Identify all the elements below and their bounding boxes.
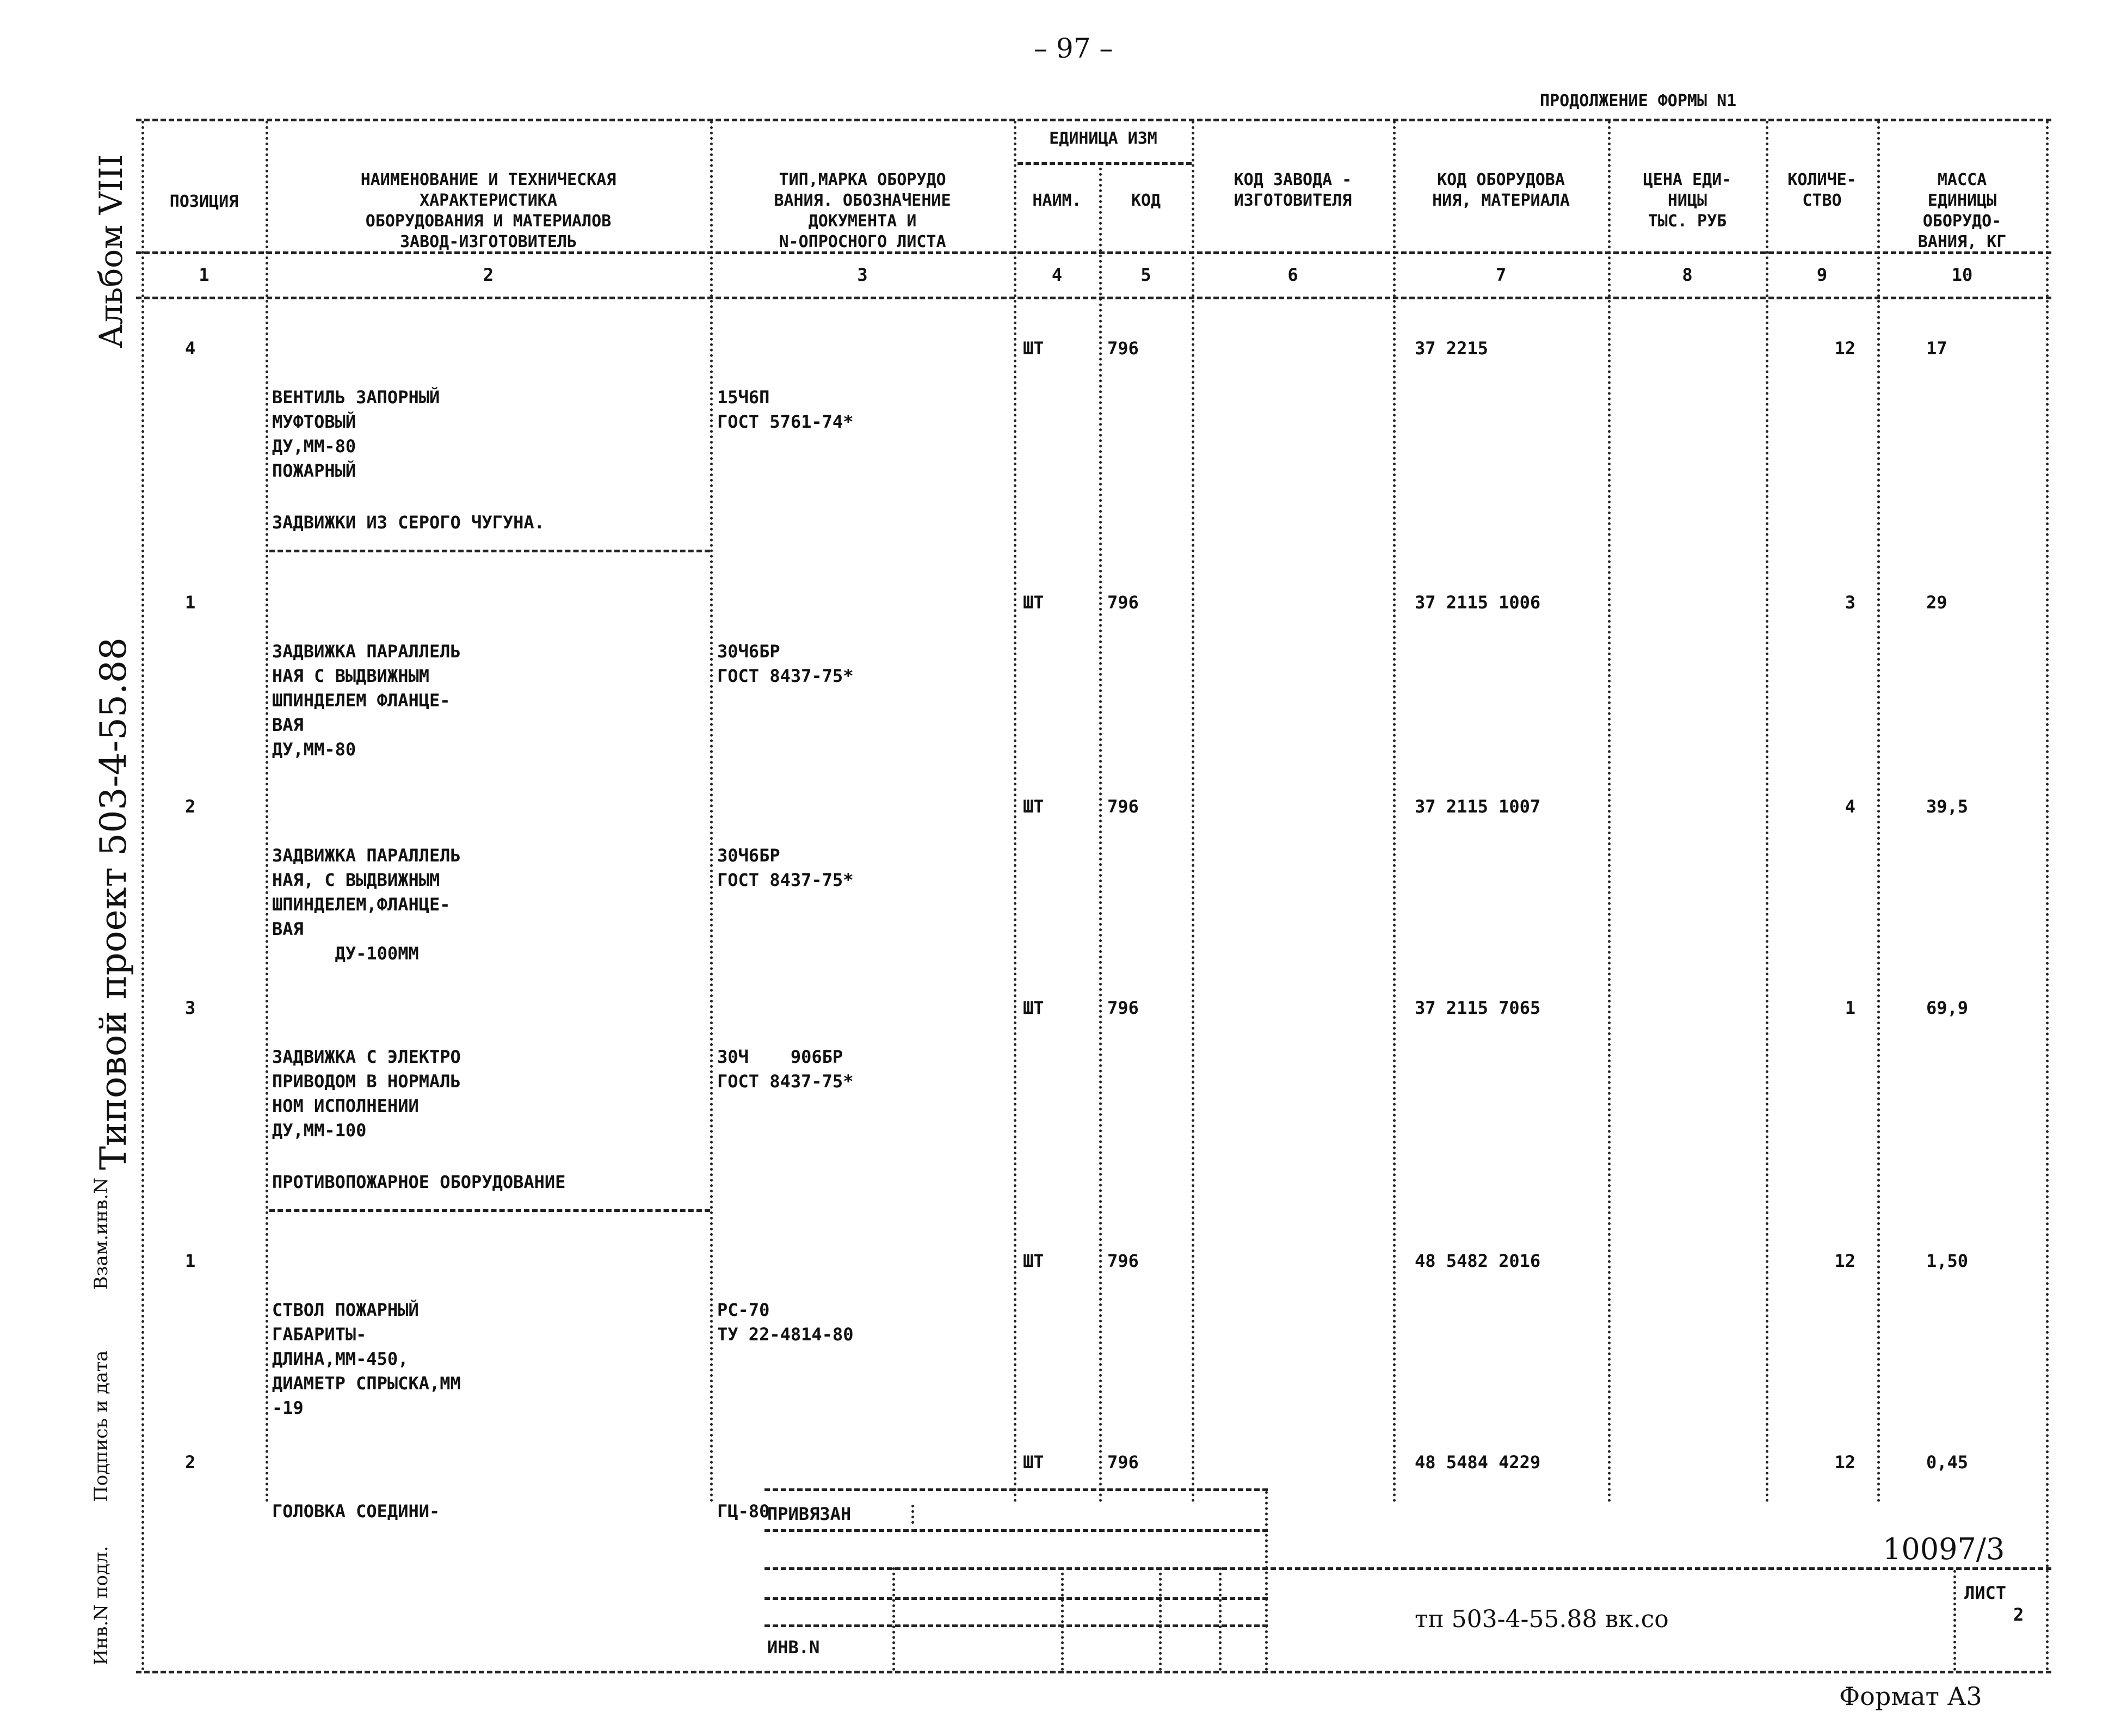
row-quantity: 1: [1845, 998, 1855, 1018]
row-quantity: 12: [1834, 1251, 1855, 1271]
stamp-privyazan: ПРИВЯЗАН: [767, 1504, 852, 1524]
row-position: 2: [185, 1452, 196, 1473]
column-number: 7: [1495, 264, 1507, 285]
col-divider-6: [1393, 121, 1396, 1503]
col-divider-4: [1099, 162, 1102, 1503]
row-type: 30Ч 906БР ГОСТ 8437-75*: [717, 1046, 854, 1092]
row-name: СТВОЛ ПОЖАРНЫЙ ГАБАРИТЫ- ДЛИНА,ММ-450, ДИАМЕТР СПРЫСКА,ММ -19: [272, 1300, 461, 1418]
row-equipment-code: 37 2115 1006: [1415, 592, 1541, 613]
row-unit: ШТ: [1023, 1452, 1044, 1473]
row-quantity: 4: [1845, 796, 1855, 817]
row-equipment-code: 48 5484 4229: [1415, 1452, 1541, 1473]
section-underline: [269, 550, 710, 552]
stamp-sheet-number: 2: [2013, 1604, 2024, 1625]
row-unit: ШТ: [1023, 998, 1044, 1018]
row-mass: 29: [1926, 592, 1947, 613]
row-quantity: 12: [1834, 338, 1855, 359]
header-name: НАИМЕНОВАНИЕ И ТЕХНИЧЕСКАЯ ХАРАКТЕРИСТИКА ОБОРУДОВАНИЯ И МАТЕРИАЛОВ ЗАВОД-ИЗГОТОВИТЕЛЬ: [360, 170, 616, 251]
row-quantity: 12: [1834, 1452, 1855, 1473]
table-left-border: [141, 121, 144, 1672]
colnum-bottom-border: [136, 297, 2051, 299]
format-label: Формат А3: [1839, 1682, 1982, 1711]
stamp-line-5: [764, 1624, 1268, 1627]
column-number: 4: [1051, 264, 1063, 285]
row-unit-code: 796: [1107, 998, 1139, 1018]
stamp-sheet-divider: [1953, 1570, 1956, 1671]
row-unit-code: 796: [1107, 1251, 1139, 1271]
row-position: 3: [185, 998, 196, 1018]
row-unit: ШТ: [1023, 592, 1044, 613]
header-unit-name: НАИМ.: [1032, 191, 1082, 210]
col-divider-7: [1608, 121, 1611, 1503]
row-equipment-code: 37 2115 1007: [1415, 796, 1541, 817]
album-label: Альбом VIII: [93, 154, 130, 348]
row-unit-code: 796: [1107, 796, 1139, 817]
row-unit-code: 796: [1107, 592, 1139, 613]
stamp-handwritten-number: 10097/3: [1883, 1532, 2005, 1566]
stamp-line-4: [764, 1597, 1268, 1600]
row-name: ГОЛОВКА СОЕДИНИ-: [272, 1501, 440, 1522]
header-equipment-code: КОД ОБОРУДОВА НИЯ, МАТЕРИАЛА: [1432, 170, 1570, 210]
stamp-line-3: [764, 1567, 2051, 1570]
col-divider-9: [1877, 121, 1880, 1503]
row-position: 1: [185, 592, 196, 613]
stamp-label-inv: Инв.N подл.: [90, 1546, 112, 1665]
column-number: 10: [1951, 264, 1973, 285]
header-price: ЦЕНА ЕДИ- НИЦЫ ТЫС. РУБ: [1643, 170, 1732, 231]
stamp-sub-divider-3: [1159, 1567, 1162, 1671]
column-number: 9: [1816, 264, 1828, 285]
section-underline: [269, 1209, 710, 1212]
row-mass: 69,9: [1926, 998, 1969, 1018]
header-unit-code: КОД: [1131, 191, 1161, 210]
col-divider-3: [1014, 121, 1016, 1503]
row-type: РС-70 ТУ 22-4814-80: [717, 1300, 854, 1345]
row-unit-code: 796: [1107, 338, 1139, 359]
row-name: ЗАДВИЖКА ПАРАЛЛЕЛЬ НАЯ С ВЫДВИЖНЫМ ШПИНДЕЛЕМ ФЛАНЦЕ- ВАЯ ДУ,ММ-80: [272, 641, 461, 760]
form-title: ПРОДОЛЖЕНИЕ ФОРМЫ N1: [1540, 91, 1737, 110]
table-top-border: [136, 119, 2051, 121]
row-position: 4: [185, 338, 196, 359]
row-type: ГЦ-80: [717, 1501, 770, 1522]
header-type: ТИП,МАРКА ОБОРУДО ВАНИЯ. ОБОЗНАЧЕНИЕ ДОКУМЕНТА И N-ОПРОСНОГО ЛИСТА: [774, 170, 951, 251]
row-mass: 0,45: [1926, 1452, 1969, 1473]
row-name: ВЕНТИЛЬ ЗАПОРНЫЙ МУФТОВЫЙ ДУ,ММ-80 ПОЖАРНЫЙ: [272, 387, 440, 481]
stamp-sub-divider-1: [892, 1567, 895, 1671]
row-position: 1: [185, 1251, 196, 1271]
stamp-sub-divider-4: [1219, 1567, 1222, 1671]
stamp-inv: ИНВ.N: [767, 1637, 820, 1658]
stamp-privyazan-end: [911, 1505, 914, 1524]
stamp-label-replace: Взам.инв.N: [90, 1177, 112, 1290]
header-plant-code: КОД ЗАВОДА - ИЗГОТОВИТЕЛЯ: [1234, 170, 1352, 210]
header-mass: МАССА ЕДИНИЦЫ ОБОРУДО- ВАНИЯ, КГ: [1917, 170, 2007, 251]
row-position: 2: [185, 796, 196, 817]
stamp-document-code: тп 503-4-55.88 вк.со: [1415, 1605, 1669, 1633]
project-label: Типовой проект 503-4-55.88: [93, 637, 134, 1170]
row-type: 30Ч6БР ГОСТ 8437-75*: [717, 641, 854, 686]
stamp-top-line: [764, 1488, 1268, 1491]
stamp-right-edge: [1265, 1491, 1268, 1671]
row-equipment-code: 48 5482 2016: [1415, 1251, 1541, 1271]
column-number: 3: [857, 264, 868, 285]
row-unit: ШТ: [1023, 338, 1044, 359]
stamp-line-2: [764, 1529, 1268, 1532]
row-type: 15Ч6П ГОСТ 5761-74*: [717, 387, 854, 432]
column-number: 6: [1287, 264, 1298, 285]
stamp-label-sign: Подпись и дата: [90, 1350, 112, 1502]
row-unit: ШТ: [1023, 796, 1044, 817]
row-quantity: 3: [1845, 592, 1855, 613]
table-right-border: [2046, 121, 2049, 1672]
row-mass: 17: [1926, 338, 1947, 359]
row-mass: 1,50: [1926, 1251, 1969, 1271]
row-unit-code: 796: [1107, 1452, 1139, 1473]
stamp-sub-divider-2: [1061, 1567, 1064, 1671]
col-divider-1: [266, 121, 268, 1503]
row-type: 30Ч6БР ГОСТ 8437-75*: [717, 845, 854, 890]
header-quantity: КОЛИЧЕ- СТВО: [1787, 170, 1857, 210]
section-heading: ПРОТИВОПОЖАРНОЕ ОБОРУДОВАНИЕ: [272, 1172, 566, 1192]
row-name: ЗАДВИЖКА ПАРАЛЛЕЛЬ НАЯ, С ВЫДВИЖНЫМ ШПИНДЕЛЕМ,ФЛАНЦЕ- ВАЯ ДУ-100ММ: [272, 845, 461, 964]
column-number: 2: [483, 264, 494, 285]
header-unit-group: ЕДИНИЦА ИЗМ: [1049, 129, 1157, 148]
row-mass: 39,5: [1926, 796, 1969, 817]
unit-group-divider: [1018, 162, 1192, 165]
column-number: 1: [199, 264, 209, 285]
row-unit: ШТ: [1023, 1251, 1044, 1271]
page-number: – 97 –: [1034, 33, 1113, 64]
col-divider-2: [710, 121, 713, 1503]
row-equipment-code: 37 2115 7065: [1415, 998, 1541, 1018]
col-divider-8: [1766, 121, 1768, 1503]
column-number: 8: [1682, 264, 1693, 285]
row-name: ЗАДВИЖКА С ЭЛЕКТРО ПРИВОДОМ В НОРМАЛЬ НОМ ИСПОЛНЕНИИ ДУ,ММ-100: [272, 1046, 461, 1141]
table-bottom-border: [136, 1671, 2051, 1673]
col-divider-5: [1192, 121, 1194, 1503]
stamp-sheet-label: ЛИСТ: [1964, 1583, 2007, 1603]
header-position: ПОЗИЦИЯ: [169, 192, 239, 211]
row-equipment-code: 37 2215: [1415, 338, 1488, 359]
column-number: 5: [1140, 264, 1151, 285]
section-heading: ЗАДВИЖКИ ИЗ СЕРОГО ЧУГУНА.: [272, 512, 545, 533]
